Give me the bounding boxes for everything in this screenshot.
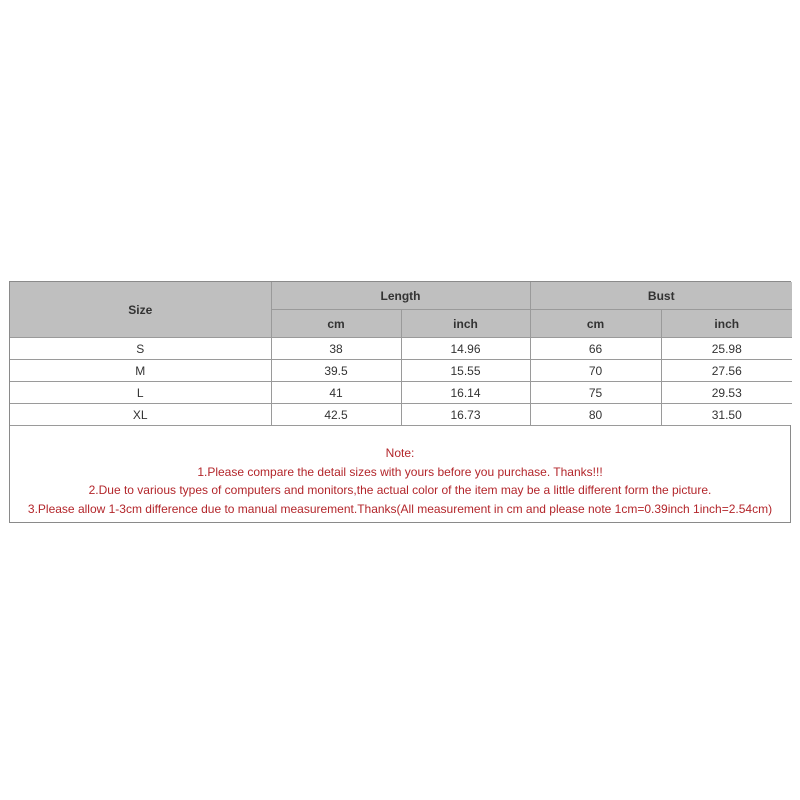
note-line: 2.Due to various types of computers and monitors,the actual color of the item may be a little different form the picture. bbox=[88, 483, 712, 497]
table-row bbox=[10, 404, 792, 426]
header-length-inch: inch bbox=[401, 310, 530, 338]
cell-bust-inch: 29.53 bbox=[661, 382, 792, 404]
cell-size: L bbox=[10, 382, 271, 404]
cell-length-cm: 42.5 bbox=[271, 404, 401, 426]
size-chart bbox=[9, 281, 791, 523]
note-line: 1.Please compare the detail sizes with yours before you purchase. Thanks!!! bbox=[197, 464, 603, 479]
size-table bbox=[10, 282, 792, 425]
cell-length-inch: 14.96 bbox=[401, 338, 530, 360]
header-bust: Bust bbox=[530, 282, 792, 310]
cell-bust-inch: 25.98 bbox=[661, 338, 792, 360]
header-bust-inch: inch bbox=[661, 310, 792, 338]
notes-title: Note: bbox=[385, 446, 415, 460]
table-row bbox=[10, 360, 792, 382]
notes-section bbox=[10, 425, 790, 522]
cell-length-inch: 16.73 bbox=[401, 404, 530, 426]
cell-bust-cm: 66 bbox=[530, 338, 661, 360]
cell-size: S bbox=[10, 338, 271, 360]
header-length: Length bbox=[271, 282, 530, 310]
cell-length-cm: 41 bbox=[271, 382, 401, 404]
header-size: Size bbox=[10, 282, 271, 338]
cell-bust-inch: 27.56 bbox=[661, 360, 792, 382]
cell-size: XL bbox=[10, 404, 271, 426]
cell-bust-inch: 31.50 bbox=[661, 404, 792, 426]
header-bust-cm: cm bbox=[530, 310, 661, 338]
cell-length-inch: 15.55 bbox=[401, 360, 530, 382]
cell-bust-cm: 75 bbox=[530, 382, 661, 404]
cell-bust-cm: 70 bbox=[530, 360, 661, 382]
header-row-main bbox=[10, 282, 792, 310]
note-line: 3.Please allow 1-3cm difference due to manual measurement.Thanks(All measurement in cm and please note 1cm=0.39inch 1inch=2.54cm) bbox=[27, 501, 773, 516]
table-row bbox=[10, 338, 792, 360]
cell-length-cm: 39.5 bbox=[271, 360, 401, 382]
table-row bbox=[10, 382, 792, 404]
header-length-cm: cm bbox=[271, 310, 401, 338]
cell-size: M bbox=[10, 360, 271, 382]
cell-length-inch: 16.14 bbox=[401, 382, 530, 404]
cell-bust-cm: 80 bbox=[530, 404, 661, 426]
cell-length-cm: 38 bbox=[271, 338, 401, 360]
